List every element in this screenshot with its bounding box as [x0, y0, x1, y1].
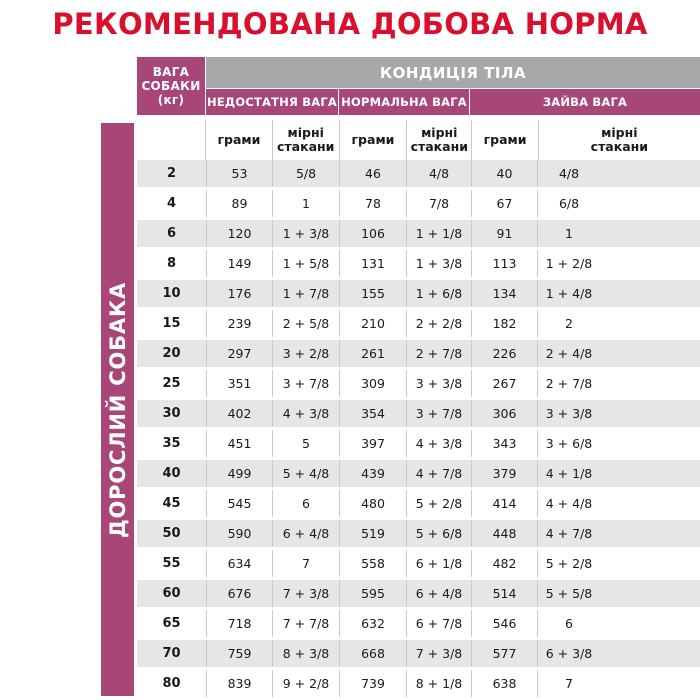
cell-weight: 6: [166, 226, 177, 241]
cell-overweight-grams: 91: [471, 220, 537, 247]
cell-normal-cups: 5 + 6/8: [406, 520, 471, 547]
cell-normal-grams: 309: [339, 370, 406, 397]
table-row: [137, 490, 700, 517]
table-row: [137, 580, 700, 607]
cell-overweight-grams: 67: [471, 190, 537, 217]
subheader-grams: грами: [471, 120, 537, 160]
cell-normal-grams: 558: [339, 550, 406, 577]
cell-underweight-cups: 9 + 2/8: [272, 670, 339, 697]
cell-underweight-cups: 1 + 7/8: [272, 280, 339, 307]
cell-weight: 4: [166, 196, 177, 211]
subheader-grams: грами: [339, 120, 406, 160]
cell-weight: 80: [162, 676, 181, 691]
cell-normal-cups: 8 + 1/8: [406, 670, 471, 697]
cell-normal-grams: 106: [339, 220, 406, 247]
weight-header-line2: СОБАКИ: [141, 79, 201, 93]
cell-overweight-grams: 482: [471, 550, 537, 577]
side-label-adult-dog: [101, 123, 134, 696]
cell-normal-cups: 2 + 7/8: [406, 340, 471, 367]
cell-normal-cups: 1 + 3/8: [406, 250, 471, 277]
cell-normal-grams: 210: [339, 310, 406, 337]
cell-underweight-grams: 839: [206, 670, 272, 697]
cell-weight: 65: [162, 616, 181, 631]
table-row: [137, 160, 700, 187]
cell-normal-cups: 3 + 7/8: [406, 400, 471, 427]
subheader-cups-line1: мірні: [601, 125, 638, 140]
cell-overweight-grams: 40: [471, 160, 537, 187]
table-row: [137, 610, 700, 637]
cell-normal-cups: 4 + 7/8: [406, 460, 471, 487]
subheader-grams: грами: [205, 120, 271, 160]
cell-underweight-grams: 176: [206, 280, 272, 307]
cell-underweight-grams: 451: [206, 430, 272, 457]
weight-header-line1: ВАГА: [152, 65, 190, 79]
table-row: [137, 640, 700, 667]
page-title: РЕКОМЕНДОВАНА ДОБОВА НОРМА: [52, 7, 648, 41]
cell-weight: 15: [162, 316, 181, 331]
table-row: [137, 400, 700, 427]
table-row: [137, 550, 700, 577]
cell-underweight-cups: 1: [272, 190, 339, 217]
cell-weight: 30: [162, 406, 181, 421]
cell-underweight-grams: 239: [206, 310, 272, 337]
cell-underweight-cups: 3 + 7/8: [272, 370, 339, 397]
cell-normal-grams: 354: [339, 400, 406, 427]
cell-normal-cups: 4 + 3/8: [406, 430, 471, 457]
subheader-cups: [538, 120, 700, 160]
subheader-cups-line2: стакани: [410, 139, 468, 154]
cell-normal-grams: 261: [339, 340, 406, 367]
cell-overweight-grams: 448: [471, 520, 537, 547]
cell-overweight-cups: 1: [537, 220, 600, 247]
table-row: [137, 520, 700, 547]
cell-underweight-cups: 2 + 5/8: [272, 310, 339, 337]
cell-overweight-cups: 4 + 4/8: [537, 490, 600, 517]
condition-header-underweight: НЕДОСТАТНЯ ВАГА: [206, 89, 338, 115]
cell-overweight-grams: 306: [471, 400, 537, 427]
cell-normal-grams: 480: [339, 490, 406, 517]
cell-underweight-cups: 7 + 7/8: [272, 610, 339, 637]
cell-underweight-cups: 4 + 3/8: [272, 400, 339, 427]
subheader-cups-line2: стакани: [277, 139, 335, 154]
cell-normal-grams: 632: [339, 610, 406, 637]
cell-underweight-grams: 297: [206, 340, 272, 367]
cell-underweight-cups: 7: [272, 550, 339, 577]
cell-normal-grams: 78: [339, 190, 406, 217]
cell-underweight-grams: 676: [206, 580, 272, 607]
cell-weight: 50: [162, 526, 181, 541]
cell-overweight-grams: 546: [471, 610, 537, 637]
cell-normal-grams: 668: [339, 640, 406, 667]
subheader-cups: [272, 120, 339, 160]
table-row: [137, 670, 700, 697]
table-row: [137, 250, 700, 277]
cell-overweight-grams: 379: [471, 460, 537, 487]
cell-weight: 35: [162, 436, 181, 451]
cell-overweight-cups: 6/8: [537, 190, 600, 217]
cell-underweight-grams: 545: [206, 490, 272, 517]
cell-underweight-cups: 3 + 2/8: [272, 340, 339, 367]
cell-normal-grams: 595: [339, 580, 406, 607]
cell-overweight-grams: 414: [471, 490, 537, 517]
cell-normal-grams: 131: [339, 250, 406, 277]
cell-normal-cups: 1 + 6/8: [406, 280, 471, 307]
subheader-blank: [137, 120, 205, 160]
cell-overweight-cups: 3 + 6/8: [537, 430, 600, 457]
cell-normal-grams: 439: [339, 460, 406, 487]
cell-overweight-grams: 267: [471, 370, 537, 397]
cell-overweight-cups: 7: [537, 670, 600, 697]
cell-overweight-grams: 182: [471, 310, 537, 337]
table-row: [137, 220, 700, 247]
cell-weight: 25: [162, 376, 181, 391]
cell-overweight-cups: 6 + 3/8: [537, 640, 600, 667]
cell-normal-cups: 3 + 3/8: [406, 370, 471, 397]
cell-overweight-cups: 2 + 4/8: [537, 340, 600, 367]
cell-normal-grams: 155: [339, 280, 406, 307]
cell-overweight-cups: 4/8: [537, 160, 600, 187]
cell-underweight-cups: 7 + 3/8: [272, 580, 339, 607]
cell-weight: 20: [162, 346, 181, 361]
cell-overweight-cups: 2 + 7/8: [537, 370, 600, 397]
side-label-text: ДОРОСЛИЙ СОБАКА: [105, 281, 130, 538]
cell-overweight-grams: 638: [471, 670, 537, 697]
body-condition-header: КОНДИЦІЯ ТІЛА: [206, 57, 700, 88]
cell-overweight-grams: 577: [471, 640, 537, 667]
cell-overweight-cups: 2: [537, 310, 600, 337]
cell-overweight-cups: 1 + 4/8: [537, 280, 600, 307]
cell-overweight-cups: 1 + 2/8: [537, 250, 600, 277]
cell-weight: 2: [166, 166, 177, 181]
cell-underweight-cups: 6: [272, 490, 339, 517]
cell-underweight-grams: 590: [206, 520, 272, 547]
cell-normal-cups: 6 + 1/8: [406, 550, 471, 577]
cell-normal-cups: 2 + 2/8: [406, 310, 471, 337]
cell-weight: 10: [162, 286, 181, 301]
cell-underweight-cups: 5: [272, 430, 339, 457]
cell-overweight-grams: 514: [471, 580, 537, 607]
cell-overweight-grams: 226: [471, 340, 537, 367]
cell-normal-grams: 519: [339, 520, 406, 547]
cell-normal-cups: 4/8: [406, 160, 471, 187]
subheader-cups-line1: мірні: [421, 125, 458, 140]
weight-column-header: [137, 57, 205, 115]
cell-underweight-grams: 759: [206, 640, 272, 667]
cell-normal-grams: 739: [339, 670, 406, 697]
cell-overweight-cups: 4 + 7/8: [537, 520, 600, 547]
cell-overweight-grams: 113: [471, 250, 537, 277]
table-row: [137, 370, 700, 397]
cell-underweight-cups: 5 + 4/8: [272, 460, 339, 487]
cell-overweight-cups: 5 + 5/8: [537, 580, 600, 607]
cell-overweight-grams: 343: [471, 430, 537, 457]
cell-normal-cups: 6 + 4/8: [406, 580, 471, 607]
condition-header-overweight: ЗАЙВА ВАГА: [470, 89, 700, 115]
cell-underweight-cups: 1 + 5/8: [272, 250, 339, 277]
table-row: [137, 310, 700, 337]
cell-normal-cups: 7/8: [406, 190, 471, 217]
cell-weight: 45: [162, 496, 181, 511]
cell-normal-cups: 5 + 2/8: [406, 490, 471, 517]
cell-weight: 70: [162, 646, 181, 661]
cell-weight: 55: [162, 556, 181, 571]
cell-underweight-cups: 6 + 4/8: [272, 520, 339, 547]
cell-underweight-grams: 718: [206, 610, 272, 637]
cell-overweight-cups: 3 + 3/8: [537, 400, 600, 427]
cell-overweight-grams: 134: [471, 280, 537, 307]
table-row: [137, 280, 700, 307]
table-row: [137, 340, 700, 367]
cell-underweight-grams: 351: [206, 370, 272, 397]
subheader-row: [137, 120, 700, 160]
cell-underweight-grams: 149: [206, 250, 272, 277]
cell-underweight-grams: 634: [206, 550, 272, 577]
cell-underweight-grams: 53: [206, 160, 272, 187]
table-row: [137, 430, 700, 457]
cell-underweight-grams: 499: [206, 460, 272, 487]
cell-weight: 60: [162, 586, 181, 601]
cell-underweight-grams: 120: [206, 220, 272, 247]
condition-header-normal: НОРМАЛЬНА ВАГА: [339, 89, 469, 115]
cell-underweight-cups: 1 + 3/8: [272, 220, 339, 247]
cell-normal-grams: 397: [339, 430, 406, 457]
cell-overweight-cups: 5 + 2/8: [537, 550, 600, 577]
table-row: [137, 190, 700, 217]
cell-underweight-grams: 402: [206, 400, 272, 427]
subheader-cups-line1: мірні: [287, 125, 324, 140]
table-row: [137, 460, 700, 487]
weight-header-line3: (кг): [157, 93, 185, 107]
cell-overweight-cups: 6: [537, 610, 600, 637]
cell-overweight-cups: 4 + 1/8: [537, 460, 600, 487]
cell-normal-cups: 7 + 3/8: [406, 640, 471, 667]
cell-underweight-grams: 89: [206, 190, 272, 217]
cell-normal-grams: 46: [339, 160, 406, 187]
cell-weight: 40: [162, 466, 181, 481]
subheader-cups: [406, 120, 471, 160]
subheader-cups-line2: стакани: [590, 139, 649, 154]
cell-weight: 8: [166, 256, 177, 271]
cell-underweight-cups: 5/8: [272, 160, 339, 187]
cell-normal-cups: 6 + 7/8: [406, 610, 471, 637]
cell-normal-cups: 1 + 1/8: [406, 220, 471, 247]
cell-underweight-cups: 8 + 3/8: [272, 640, 339, 667]
